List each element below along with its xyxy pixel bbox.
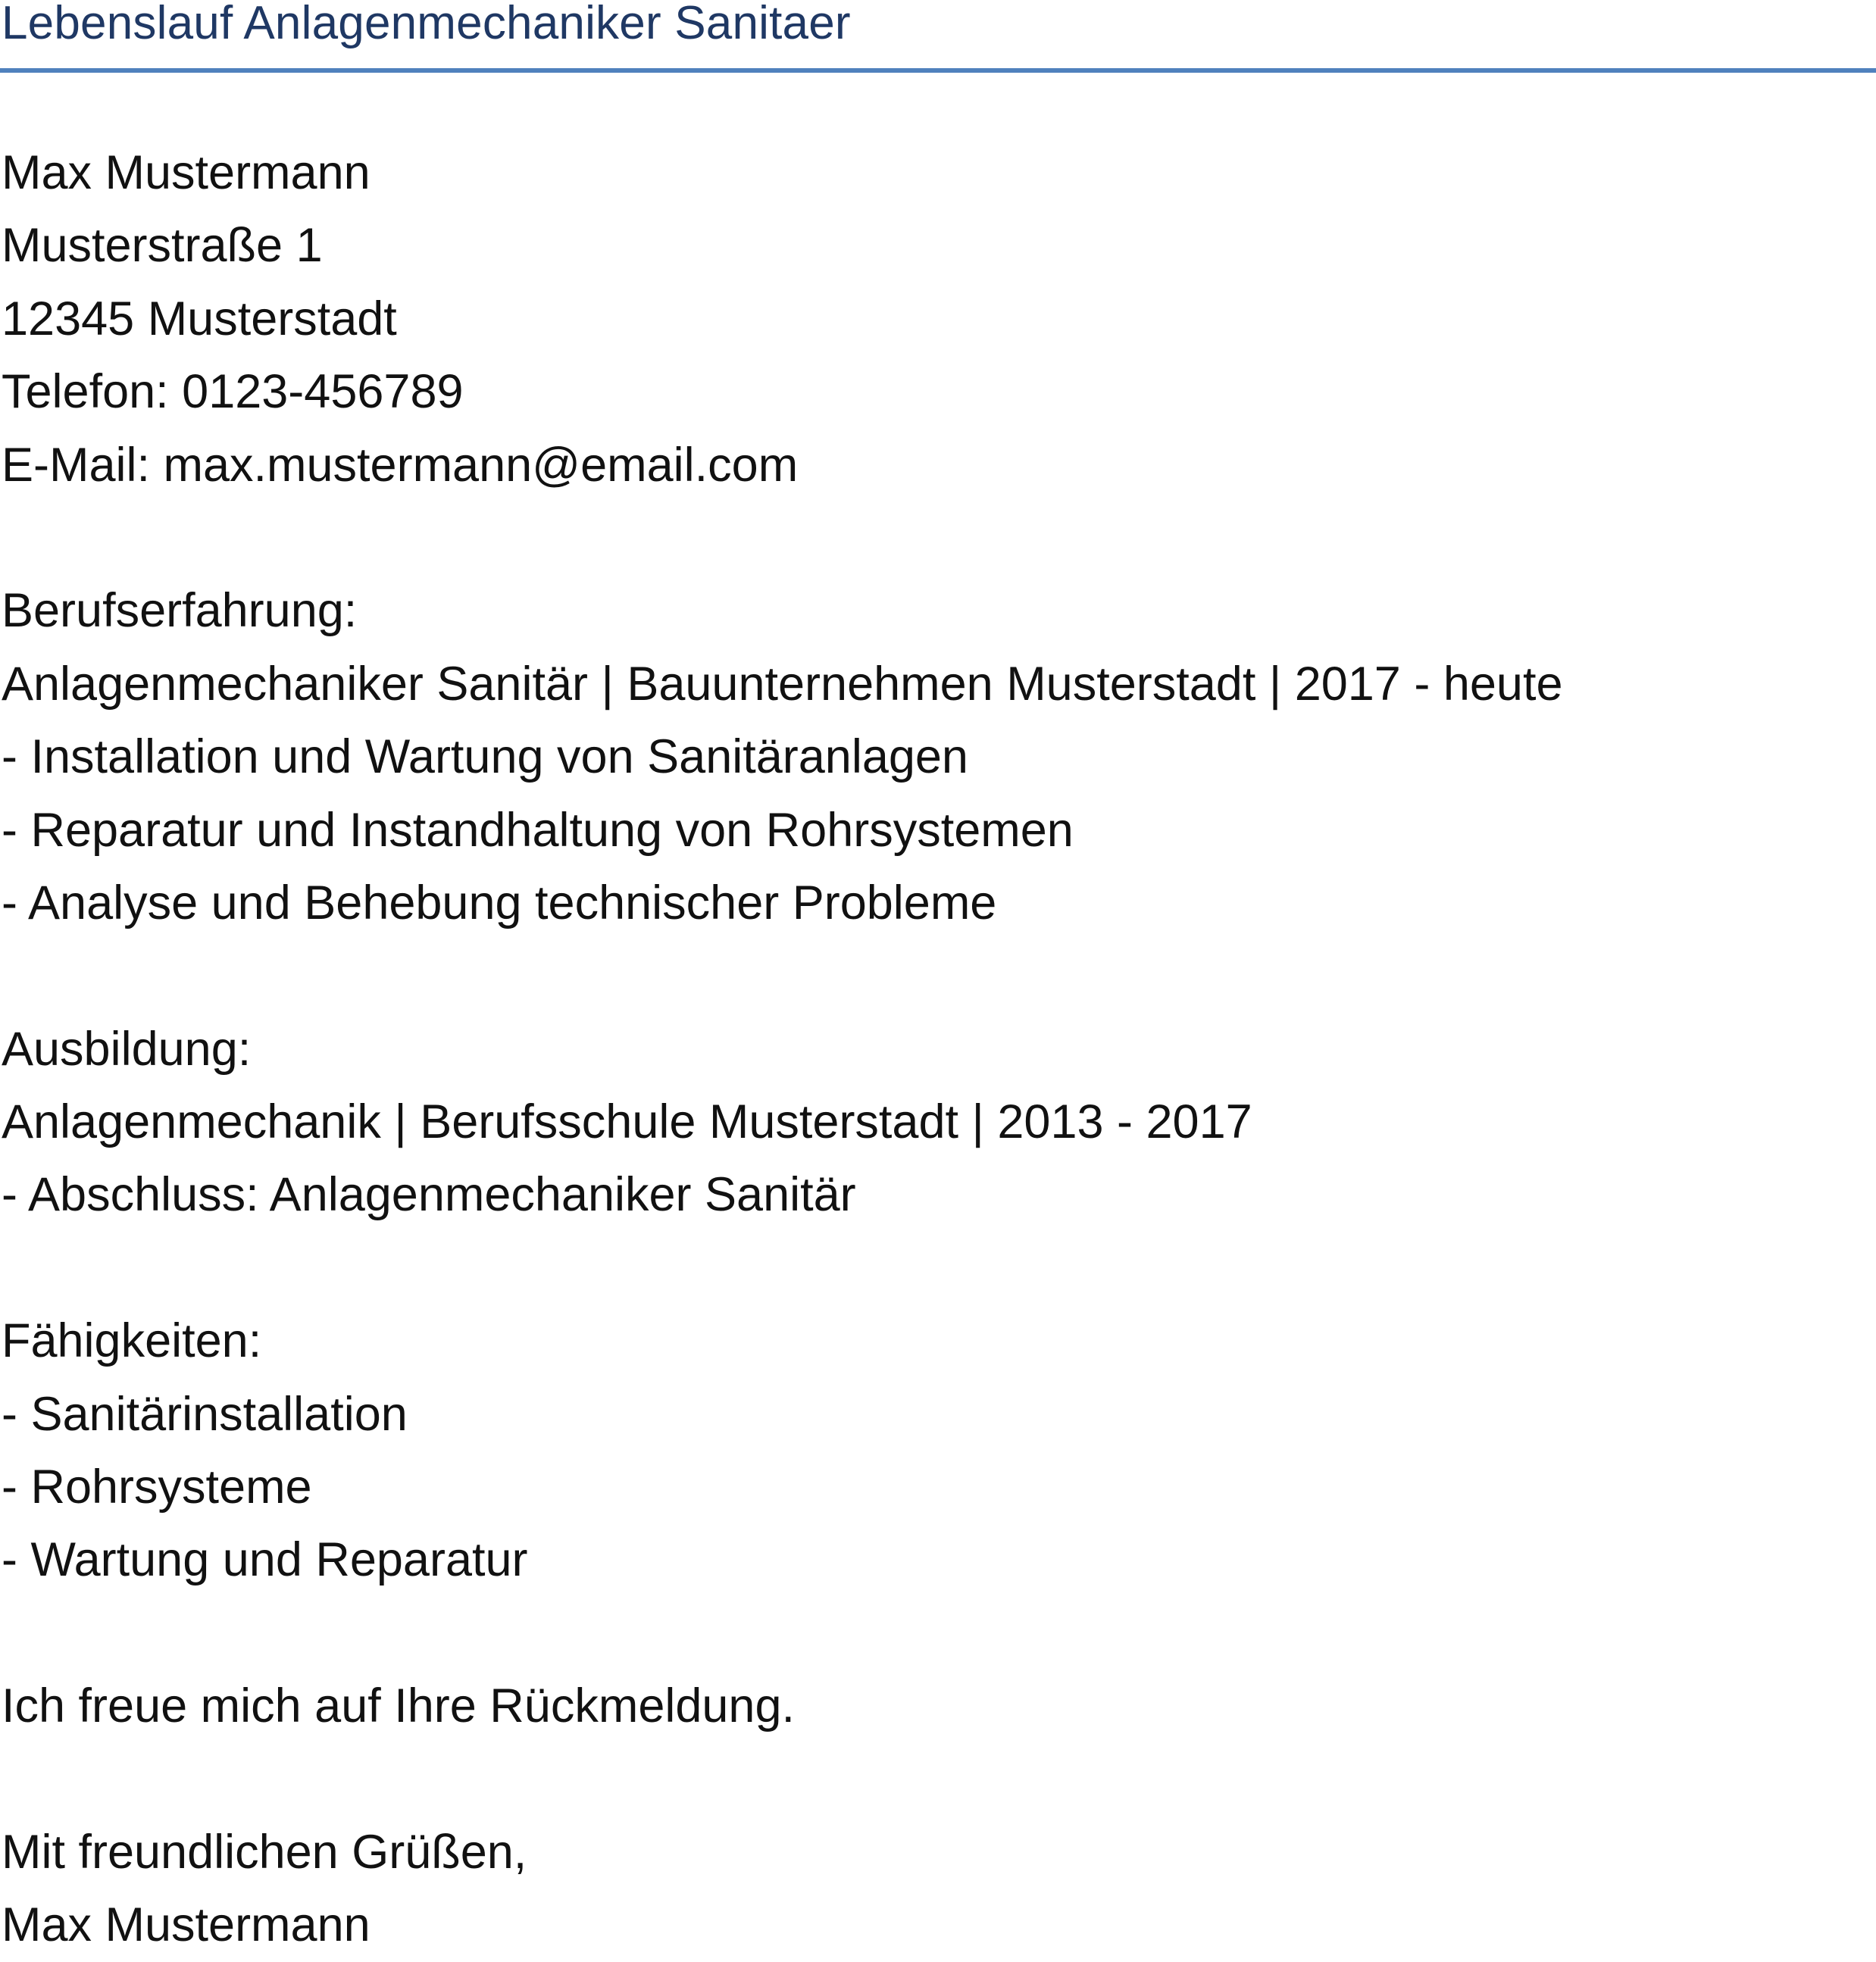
document-title: Lebenslauf Anlagenmechaniker Sanitaer — [2, 0, 851, 49]
education-bullet: - Abschluss: Anlagenmechaniker Sanitär — [2, 1168, 856, 1222]
contact-city: 12345 Musterstadt — [2, 292, 397, 345]
document-body — [2, 136, 1865, 1962]
spacer — [2, 1597, 1865, 1670]
spacer — [2, 1743, 1865, 1816]
education-heading: Ausbildung: — [2, 1022, 252, 1076]
closing-greeting: Mit freundlichen Grüßen, — [2, 1825, 527, 1879]
experience-bullet: - Analyse und Behebung technischer Probleme — [2, 876, 997, 929]
contact-street: Musterstraße 1 — [2, 219, 323, 273]
skills-heading: Fähigkeiten: — [2, 1314, 262, 1368]
title-underline — [0, 68, 1876, 73]
experience-bullet: - Installation und Wartung von Sanitäranlagen — [2, 730, 968, 784]
skills-bullet: - Wartung und Reparatur — [2, 1533, 528, 1587]
closing-sentence: Ich freue mich auf Ihre Rückmeldung. — [2, 1679, 796, 1733]
experience-bullet: - Reparatur und Instandhaltung von Rohrsystemen — [2, 803, 1074, 857]
skills-bullet: - Rohrsysteme — [2, 1461, 312, 1514]
spacer — [2, 501, 1865, 574]
experience-heading: Berufserfahrung: — [2, 584, 358, 638]
experience-position: Anlagenmechaniker Sanitär | Bauunternehmen Musterstadt | 2017 - heute — [2, 657, 1563, 711]
contact-email: E-Mail: max.mustermann@email.com — [2, 438, 799, 492]
spacer — [2, 1232, 1865, 1304]
spacer — [2, 939, 1865, 1012]
contact-phone: Telefon: 0123-456789 — [2, 365, 464, 419]
education-entry: Anlagenmechanik | Berufsschule Musterstadt | 2013 - 2017 — [2, 1095, 1252, 1149]
contact-name: Max Mustermann — [2, 146, 371, 199]
skills-bullet: - Sanitärinstallation — [2, 1387, 408, 1441]
closing-signature: Max Mustermann — [2, 1898, 371, 1952]
